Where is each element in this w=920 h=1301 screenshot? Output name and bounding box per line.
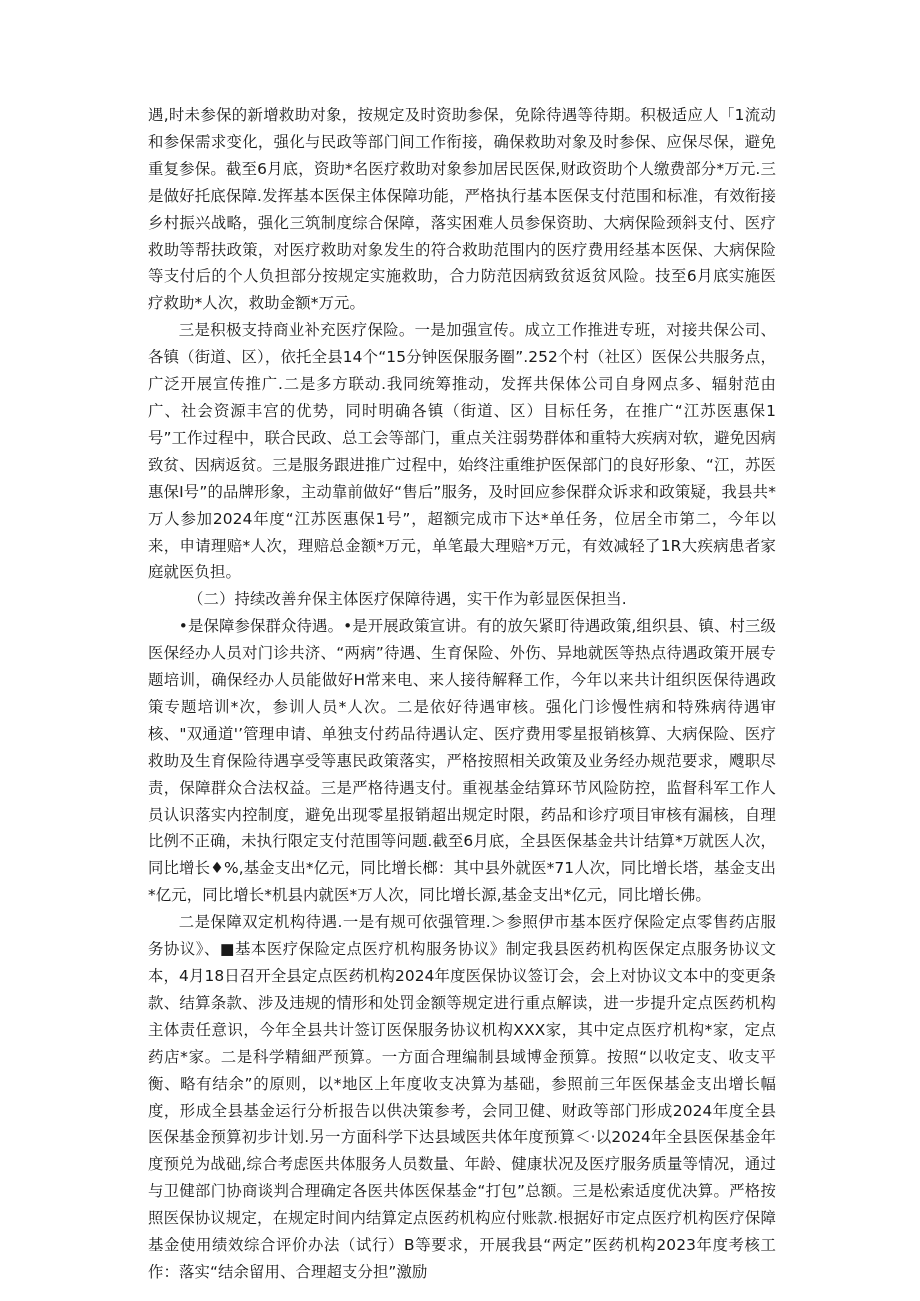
paragraph-designated-institutions: 二是保障双定机构待遇.一是有规可依强管理.＞参照伊市基本医疗保险定点零售药店服务协议》、■基本医疗保险定点医疗机构服务协议》制定我县医药机构医保定点服务协议文本，4月18日召开全县定点医药机构2024年度医保协议签订会，会上对协议文本中的变更条款、结算条款、涉及违规的情形和处罚金额等规定进行重点解读，进一步提升定点医药机构主体责任意识，今年全县共计签订医保服务协议机构XXX家，其中定点医疗机构*家，定点药店*家。二是科学精細严预算。一方面合理编制县域博金预算。按照“以收定支、收支平衡、略有结余”的原则，以*地区上年度收支决算为基础，参照前三年医保基金支出增长幅度，形成全县基金运行分析报告以供决策参考，会同卫健、财政等部门形成2024年度全县医保基金预算初步计划.另一方面科学下达县域医共体年度预算＜·以2024年全县医保基金年度预兑为战础,综合考虑医共体服务人员数量、年龄、健康状况及医疗服务质量等情况，通过与卫健部门协商谈判合理确定各医共体医保基金“打包”总额。三是松索适度优决算。严格按照医保协议规定，在规定时间内结算定点医药机构应付账款.根据好市定点医疗机构医疗保障基金使用绩效综合评价办法（试行）B等要求，开展我县“两定”医药机构2023年度考核工作：落实“结余留用、合理超支分担”激励 [148,913,776,1281]
paragraph-commercial-insurance: 三是积极支持商业补充医疗保险。一是加强宣传。成立工作推进专班，对接共保公司、各镇（街道、区），依托全县14个“15分钟医保服务圈”.252个村（社区）医保公共服务点，广泛开展宣传推广.二是多方联动.我同统筹推动，发挥共保体公司自身网点多、辐射范由广、社会资源丰宫的优势，同时明确各镇（街道、区）目标任务，在推广“江苏医惠保1号”工作过程中，联合民政、总工会等部门，重点关注弱势群体和重特大疾病对软，避免因病致贫、因病返贫。三是服务跟进推广过程中，始终注重维护医保部门的良好形象、“江，苏医惠保I号”的品牌形象，主动靠前做好“售后”服务，及时回应参保群众诉求和政策疑，我县共*万人参加2024年度“江苏医惠保1号”，超额完成市下达*单任务，位居全市第二，今年以来，申请理赔*人次，理赔总金额*万元，单笔最大理赔*万元，有效减轻了1R大疾病患者家庭就医负担。 [148,321,776,582]
paragraph-medical-aid-continuation: 遇,时未参保的新增救助对象，按规定及时资助参保，免除待遇等待期。积极适应人「1流动和参保需求变化，强化与民政等部门间工作衔接，确保救助对象及时参保、应保尽保，避免重复参保。截至6月底，资助*名医疗救助对象参加居民医保,财政资助个人缴费部分*万元.三是做好托底保障.发挥基本医保主体保障功能，严格执行基本医保支付范围和标准，有效衔接乡村振兴战略，强化三筑制度综合保障，落实困难人员参保资助、大病保险颈斜支付、医疗救助等帮扶政策，对医疗救助对象发生的符合救助范围内的医疗费用经基本医保、大病保险等支付后的个人负担部分按规定实施救助，合力防范因病致贫返贫风险。技至6月底实施医疗救助*人次，救助金额*万元。 [148,106,776,313]
document-page [148,102,776,1286]
paragraph-insured-benefits: •是保障参保群众待遇。•是开展政策宣讲。有的放矢紧盯待遇政策,组织县、镇、村三级医保经办人员对门诊共济、“两病”待遇、生育保险、外伤、异地就医等热点待遇政策开展专题培训，确保经办人员能做好H常来电、来人接待解释工作，今年以来共计组织医保待遇政策专题培训*次，参训人员*人次。二是依好待遇审核。强化门诊慢性病和特殊病待遇审核、"双通道'’管理申请、单独支付药品待遇认定、医疗费用零星报销核算、大病保险、医疗救助及生育保险待遇享受等惠民政策落实，严格按照相关政策及业务经办规范要求，飕职尽责，保障群众合法权益。三是严格待遇支付。重视基金结算环节风险防控，监督科军工作人员认识落实内控制度，避免出现零星报销超出规定时限，药品和诊疗项目审核有漏核，自理比例不正确，未执行限定支付范围等问题.截至6月底，全县医保基金共计结算*万就医人次，同比增长♦%,基金支出*亿元，同比增长榔：其中县外就医*71人次，同比增长塔，基金支出*亿元，同比增长*机县内就医*万人次，同比增长源,基金支出*亿元，同比增长佛。 [148,617,776,905]
section-heading-2: （二）持续改善弁保主体医疗保障待遇，实干作为彰显医保担当. [188,590,627,609]
